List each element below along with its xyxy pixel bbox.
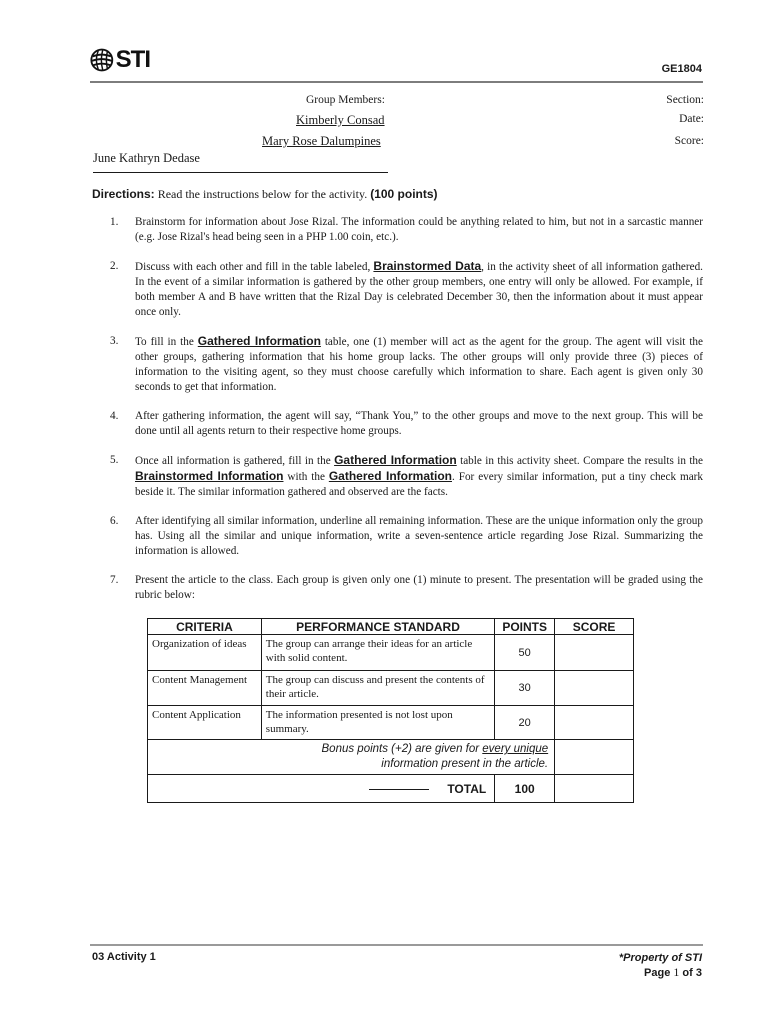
footer-activity: 03 Activity 1 bbox=[92, 951, 156, 963]
bonus-text-start: Bonus points (+2) are given for bbox=[321, 743, 483, 755]
header-points: POINTS bbox=[495, 619, 555, 635]
header-score: SCORE bbox=[555, 619, 634, 635]
step-text-segment: Brainstorm for information about Jose Rizal. The information could be anything related to him, but not in a sarcastic manner (e.g. Jose Rizal's head being seen in a PHP 1.00 coin, etc.). bbox=[135, 216, 703, 243]
instruction-step bbox=[92, 514, 703, 559]
criteria-cell: Organization of ideas bbox=[148, 635, 262, 671]
step-number: 1. bbox=[110, 216, 119, 228]
member-name-3: June Kathryn Dedase bbox=[93, 151, 388, 173]
table-name-reference: Gathered Information bbox=[334, 453, 457, 467]
table-name-reference: Gathered Information bbox=[197, 334, 321, 348]
total-score-cell bbox=[555, 775, 634, 803]
page-current: 1 bbox=[673, 965, 680, 979]
header-divider bbox=[90, 81, 703, 83]
points-cell: 20 bbox=[495, 706, 555, 740]
step-number: 4. bbox=[110, 410, 119, 422]
standard-cell: The information presented is not lost upon summary. bbox=[261, 706, 494, 740]
score-cell bbox=[555, 671, 634, 706]
step-text bbox=[135, 334, 703, 395]
directions-text: Read the instructions below for the activity. bbox=[154, 187, 371, 201]
footer-right bbox=[619, 951, 702, 980]
step-text-segment: Discuss with each other and fill in the table labeled, bbox=[135, 261, 374, 273]
step-number: 2. bbox=[110, 260, 119, 272]
step-number: 7. bbox=[110, 574, 119, 586]
directions-label: Directions: bbox=[92, 187, 155, 201]
instruction-step bbox=[92, 409, 703, 439]
sti-logo bbox=[90, 45, 150, 75]
total-label: TOTAL bbox=[447, 781, 487, 796]
page-number bbox=[619, 965, 702, 980]
bonus-note bbox=[148, 740, 555, 775]
score-cell bbox=[555, 635, 634, 671]
table-name-reference: Brainstormed Information bbox=[135, 469, 284, 483]
table-row bbox=[148, 671, 634, 706]
bonus-emphasis: every unique bbox=[482, 743, 549, 755]
total-label-cell bbox=[148, 775, 495, 803]
instruction-step bbox=[92, 215, 703, 245]
step-text bbox=[135, 453, 703, 500]
table-name-reference: Brainstormed Data bbox=[373, 259, 482, 273]
criteria-cell: Content Application bbox=[148, 706, 262, 740]
instruction-step bbox=[92, 259, 703, 320]
header-criteria: CRITERIA bbox=[148, 619, 262, 635]
score-label: Score: bbox=[674, 135, 704, 147]
date-label: Date: bbox=[679, 113, 704, 125]
step-text bbox=[135, 514, 703, 559]
step-number: 3. bbox=[110, 335, 119, 347]
points-cell: 30 bbox=[495, 671, 555, 706]
table-row bbox=[148, 635, 634, 671]
page-suffix: of 3 bbox=[679, 967, 702, 979]
step-text-segment: Present the article to the class. Each group is given only one (1) minute to present. The presentation will be graded using the rubric below: bbox=[135, 574, 703, 601]
total-row bbox=[148, 775, 634, 803]
bonus-score-cell bbox=[555, 740, 634, 775]
instruction-step bbox=[92, 334, 703, 395]
score-cell bbox=[555, 706, 634, 740]
step-text bbox=[135, 259, 703, 320]
logo-text: STI bbox=[115, 46, 150, 73]
instruction-step bbox=[92, 453, 703, 500]
group-members-label: Group Members: bbox=[306, 94, 385, 106]
member-name-1: Kimberly Consad bbox=[296, 113, 385, 127]
rubric-header-row bbox=[148, 619, 634, 635]
directions-points: (100 points) bbox=[370, 187, 438, 201]
step-text-segment: Once all information is gathered, fill in the bbox=[135, 455, 335, 467]
rubric-table bbox=[147, 618, 634, 803]
step-number: 6. bbox=[110, 515, 119, 527]
step-text bbox=[135, 215, 703, 245]
footer-divider bbox=[90, 944, 703, 946]
table-row bbox=[148, 706, 634, 740]
standard-cell: The group can discuss and present the contents of their article. bbox=[261, 671, 494, 706]
criteria-cell: Content Management bbox=[148, 671, 262, 706]
step-number: 5. bbox=[110, 454, 119, 466]
step-text-segment: After gathering information, the agent will say, “Thank You,” to the other groups and move to the next group. This will be done until all agents return to their respective home groups. bbox=[135, 410, 703, 437]
step-text bbox=[135, 573, 703, 603]
section-label: Section: bbox=[666, 94, 704, 106]
points-cell: 50 bbox=[495, 635, 555, 671]
page-prefix: Page bbox=[644, 967, 674, 979]
member-name-2: Mary Rose Dalumpines bbox=[262, 134, 381, 148]
step-text-segment: table in this activity sheet. Compare the results in the bbox=[456, 455, 703, 467]
step-text-segment: . For every similar information, put a tiny check mark beside it. The similar information gathered and observed are the facts. bbox=[135, 471, 703, 498]
step-text-segment: , in the activity sheet of all information gathered. In the event of a similar information is gathered by the other group members, one entry will only be allowed. For example, if both member A and B have written that the Rizal Day is celebrated December 30, then the information about it must appear once only. bbox=[135, 261, 703, 318]
total-dash bbox=[369, 789, 429, 790]
instruction-step bbox=[92, 573, 703, 603]
step-text-segment: To fill in the bbox=[135, 336, 198, 348]
step-text-segment: table, one (1) member will act as the agent for the group. The agent will visit the other groups, gathering information that his home group lacks. The other groups will only provide three (3) pieces of information to the visiting agent, so they must choose carefully which information to share. Each agent is given only 30 seconds to get that information. bbox=[135, 336, 703, 393]
total-points: 100 bbox=[495, 775, 555, 803]
header-performance-standard: PERFORMANCE STANDARD bbox=[261, 619, 494, 635]
step-text-segment: After identifying all similar information, underline all remaining information. These are the unique information only the group has. Using all the similar and unique information, write a seven-sentence article regarding Jose Rizal. Summarizing the information is allowed. bbox=[135, 515, 703, 557]
globe-icon bbox=[90, 47, 114, 73]
property-note: *Property of STI bbox=[618, 952, 702, 964]
step-text bbox=[135, 409, 703, 439]
standard-cell: The group can arrange their ideas for an article with solid content. bbox=[261, 635, 494, 671]
document-code: GE1804 bbox=[661, 63, 702, 75]
bonus-text-end: information present in the article. bbox=[381, 758, 549, 770]
bonus-row bbox=[148, 740, 634, 775]
step-text-segment: with the bbox=[283, 471, 329, 483]
instruction-list bbox=[92, 215, 703, 617]
directions bbox=[92, 187, 438, 202]
table-name-reference: Gathered Information bbox=[328, 469, 452, 483]
